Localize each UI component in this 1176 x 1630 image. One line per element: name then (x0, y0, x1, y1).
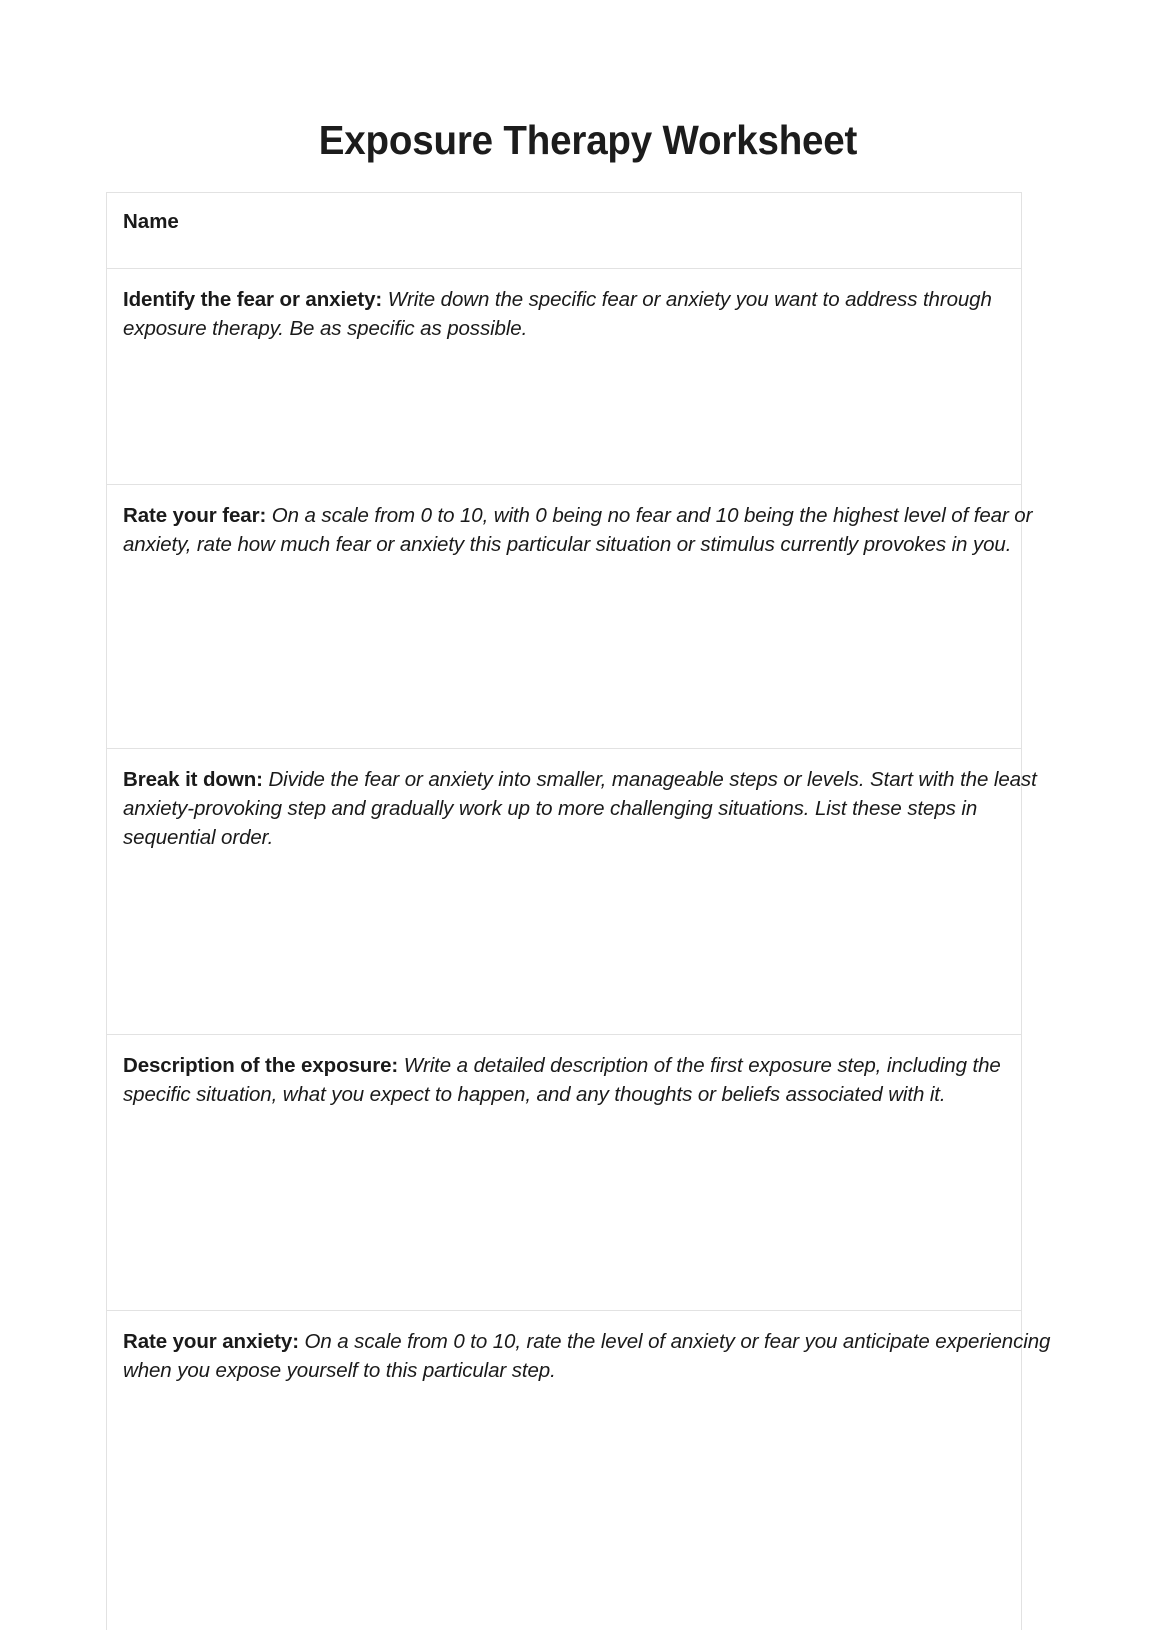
field-label: Rate your anxiety: (123, 1330, 299, 1353)
field-prompt (123, 1327, 1058, 1385)
form-row-break-it-down[interactable] (107, 749, 1037, 1035)
field-instruction: Divide the fear or anxiety into smaller, manageable steps or levels. Start with the least anxiety-provoking step and gradually work up to more challenging situations. List these steps in sequential order. (123, 768, 1037, 849)
form-row-rate-fear[interactable] (107, 485, 1033, 749)
field-prompt (123, 285, 1058, 343)
field-prompt (123, 501, 1058, 559)
form-row-description-of-exposure[interactable] (107, 1035, 1021, 1311)
worksheet-form-table (106, 192, 1051, 1630)
field-prompt (123, 1051, 1058, 1109)
field-instruction: On a scale from 0 to 10, with 0 being no fear and 10 being the highest level of fear or anxiety, rate how much fear or anxiety this particular situation or stimulus currently provokes in you. (123, 504, 1033, 556)
form-row-name[interactable] (107, 193, 1021, 269)
field-instruction: Write a detailed description of the first exposure step, including the specific situation, what you expect to happen, and any thoughts or beliefs associated with it. (123, 1054, 1001, 1106)
field-prompt (123, 765, 1058, 852)
field-label: Description of the exposure: (123, 1054, 399, 1077)
field-label: Break it down: (123, 768, 263, 791)
page-title: Exposure Therapy Worksheet (318, 117, 858, 164)
field-instruction: Write down the specific fear or anxiety you want to address through exposure therapy. Be as specific as possible. (123, 288, 992, 340)
field-label: Rate your fear: (123, 504, 267, 527)
form-row-identify-fear[interactable] (107, 269, 1021, 485)
name-field-label: Name (123, 210, 179, 233)
field-label: Identify the fear or anxiety: (123, 288, 383, 311)
form-row-rate-anxiety[interactable] (107, 1311, 1051, 1630)
field-instruction: On a scale from 0 to 10, rate the level of anxiety or fear you anticipate experiencing when you expose yourself to this particular step. (123, 1330, 1051, 1382)
